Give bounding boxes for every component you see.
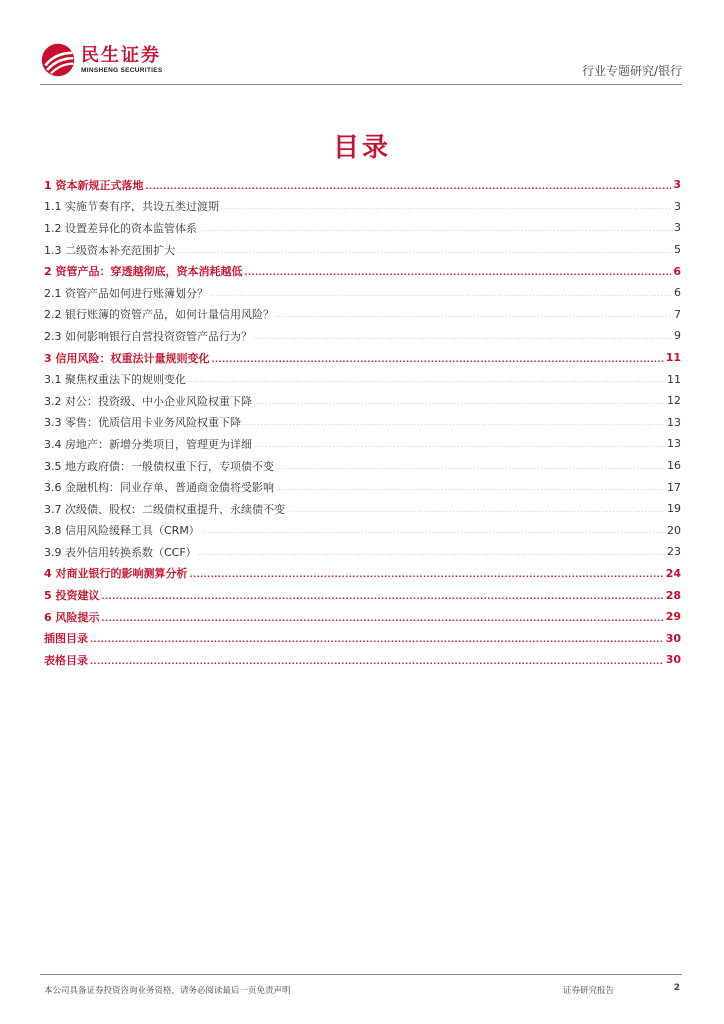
toc-entry-label: 3.2 对公：投资级、中小企业风险权重下降 <box>44 394 252 408</box>
toc-entry-page: 20 <box>667 523 681 537</box>
toc-entry-page: 3 <box>674 221 681 235</box>
toc-dot-leader <box>90 631 664 645</box>
page-header <box>40 40 682 84</box>
toc-section-entry[interactable] <box>44 433 681 455</box>
toc-chapter-entry[interactable] <box>44 627 681 649</box>
company-logo <box>40 40 163 80</box>
toc-dot-leader <box>243 415 665 429</box>
page-number: 2 <box>673 983 680 993</box>
toc-dot-leader <box>101 610 663 624</box>
toc-section-entry[interactable] <box>44 368 681 390</box>
toc-entry-page: 7 <box>674 307 681 321</box>
toc-entry-label: 1.3 二级资本补充范围扩大 <box>44 243 175 257</box>
toc-entry-label: 1 资本新规正式落地 <box>44 178 144 192</box>
toc-dot-leader <box>199 545 665 559</box>
toc-entry-label: 3.1 聚焦权重法下的规则变化 <box>44 373 186 387</box>
toc-entry-page: 9 <box>674 329 681 343</box>
toc-dot-leader <box>254 437 665 451</box>
toc-dot-leader <box>211 351 663 365</box>
toc-entry-page: 6 <box>674 286 681 300</box>
toc-entry-page: 29 <box>665 610 681 624</box>
toc-dot-leader <box>90 653 664 667</box>
toc-entry-page: 11 <box>665 351 681 365</box>
toc-entry-label: 3.3 零售：优质信用卡业务风险权重下降 <box>44 416 241 430</box>
toc-entry-label: 6 风险提示 <box>44 610 100 624</box>
header-divider <box>40 84 682 85</box>
toc-section-entry[interactable] <box>44 520 681 542</box>
page-title: 目录 <box>332 133 391 163</box>
toc-section-entry[interactable] <box>44 196 681 218</box>
toc-dot-leader <box>276 459 665 473</box>
toc-entry-page: 30 <box>665 631 681 645</box>
toc-section-entry[interactable] <box>44 498 681 520</box>
toc-entry-label: 2.2 银行账簿的资管产品，如何计量信用风险？ <box>44 308 274 322</box>
toc-dot-leader <box>101 588 663 602</box>
toc-dot-leader <box>210 286 672 300</box>
toc-section-entry[interactable] <box>44 282 681 304</box>
toc-dot-leader <box>177 243 672 257</box>
logo-chinese-name: 民生证券 <box>81 44 161 66</box>
toc-entry-label: 3.6 金融机构：同业存单、普通商金债将受影响 <box>44 481 274 495</box>
toc-entry-label: 1.2 设置差异化的资本监管体系 <box>44 221 197 235</box>
toc-chapter-entry[interactable] <box>44 563 681 585</box>
toc-entry-label: 3.8 信用风险缓释工具（CRM） <box>44 524 200 538</box>
toc-entry-label: 表格目录 <box>44 653 88 667</box>
toc-chapter-entry[interactable] <box>44 174 681 196</box>
toc-dot-leader <box>202 523 665 537</box>
toc-entry-page: 28 <box>665 588 681 602</box>
toc-section-entry[interactable] <box>44 325 681 347</box>
toc-entry-page: 24 <box>665 566 681 580</box>
toc-chapter-entry[interactable] <box>44 584 681 606</box>
toc-dot-leader <box>254 329 672 343</box>
toc-entry-label: 4 对商业银行的影响测算分析 <box>44 567 188 581</box>
toc-entry-label: 3.5 地方政府债：一般债权重下行，专项债不变 <box>44 459 274 473</box>
toc-entry-page: 13 <box>667 415 681 429</box>
toc-dot-leader <box>145 178 671 192</box>
toc-dot-leader <box>254 394 665 408</box>
toc-chapter-entry[interactable] <box>44 649 681 671</box>
toc-dot-leader <box>188 372 665 386</box>
toc-entry-page: 30 <box>665 653 681 667</box>
footer-doc-type: 证券研究报告 <box>563 986 615 996</box>
toc-entry-page: 16 <box>667 459 681 473</box>
toc-entry-page: 19 <box>667 502 681 516</box>
toc-dot-leader <box>189 566 663 580</box>
toc-entry-label: 1.1 实施节奏有序，共设五类过渡期 <box>44 200 219 214</box>
toc-section-entry[interactable] <box>44 541 681 563</box>
toc-entry-page: 12 <box>667 394 681 408</box>
toc-section-entry[interactable] <box>44 476 681 498</box>
toc-section-entry[interactable] <box>44 412 681 434</box>
toc-chapter-entry[interactable] <box>44 347 681 369</box>
toc-entry-page: 11 <box>667 372 681 386</box>
toc-entry-label: 插图目录 <box>44 632 88 646</box>
footer-divider <box>40 974 682 975</box>
toc-entry-label: 3.4 房地产：新增分类项目，管理更为详细 <box>44 437 252 451</box>
toc-chapter-entry[interactable] <box>44 606 681 628</box>
toc-entry-label: 2 资管产品：穿透越彻底，资本消耗越低 <box>44 265 243 279</box>
toc-entry-page: 17 <box>667 480 681 494</box>
toc-section-entry[interactable] <box>44 304 681 326</box>
toc-entry-label: 2.3 如何影响银行自营投资资管产品行为？ <box>44 329 252 343</box>
toc-dot-leader <box>276 307 672 321</box>
toc-chapter-entry[interactable] <box>44 260 681 282</box>
toc-entry-page: 23 <box>667 545 681 559</box>
report-type-label: 行业专题研究/银行 <box>581 64 682 78</box>
toc-entry-label: 3.9 表外信用转换系数（CCF） <box>44 545 197 559</box>
toc-dot-leader <box>287 502 665 516</box>
toc-section-entry[interactable] <box>44 239 681 261</box>
toc-entry-label: 5 投资建议 <box>44 589 100 603</box>
toc-entry-label: 3.7 次级债、股权：二级债权重提升、永续债不变 <box>44 502 285 516</box>
toc-entry-page: 3 <box>673 178 681 192</box>
toc-entry-page: 6 <box>673 264 681 278</box>
toc-entry-label: 2.1 资管产品如何进行账簿划分？ <box>44 286 208 300</box>
footer-disclaimer: 本公司具备证券投资咨询业务资格，请务必阅读最后一页免责声明 <box>44 986 291 996</box>
toc-section-entry[interactable] <box>44 455 681 477</box>
logo-english-name: MINSHENG SECURITIES <box>81 66 163 74</box>
toc-entry-page: 13 <box>667 437 681 451</box>
toc-section-entry[interactable] <box>44 217 681 239</box>
toc-dot-leader <box>276 480 665 494</box>
toc-dot-leader <box>199 221 672 235</box>
toc-entry-label: 3 信用风险：权重法计量规则变化 <box>44 351 210 365</box>
toc-dot-leader <box>221 199 672 213</box>
toc-entry-page: 3 <box>674 199 681 213</box>
toc-dot-leader <box>244 264 671 278</box>
toc-entry-page: 5 <box>674 243 681 257</box>
toc-section-entry[interactable] <box>44 390 681 412</box>
table-of-contents <box>44 174 681 671</box>
minsheng-logo-icon <box>40 42 76 78</box>
